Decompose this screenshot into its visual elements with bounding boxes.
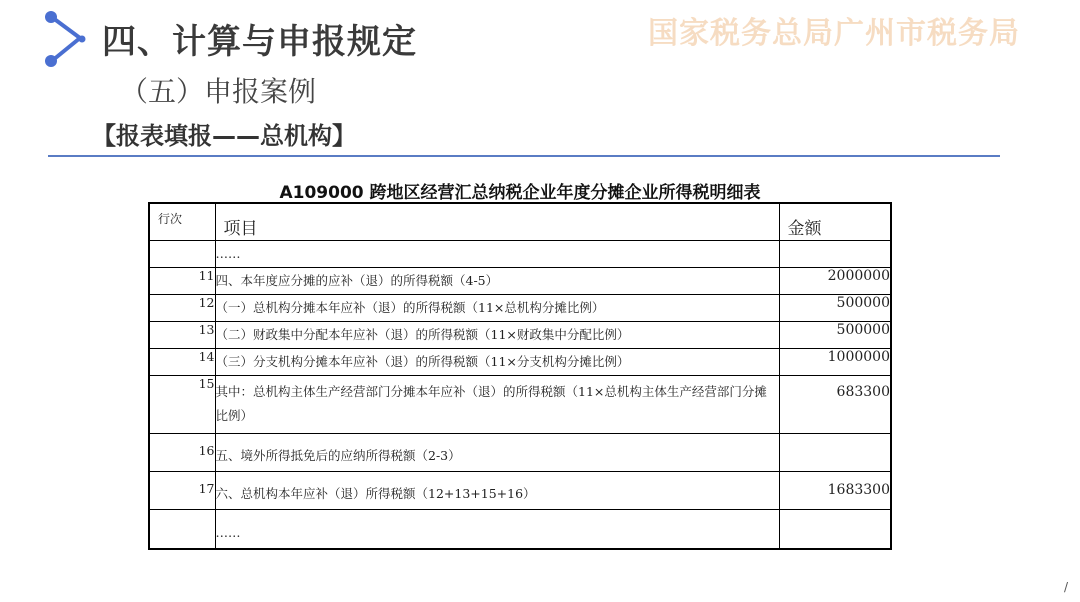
amount-cell: 2000000 <box>779 267 891 294</box>
tax-allocation-table <box>148 202 892 550</box>
line-no-cell: 14 <box>149 348 215 375</box>
item-cell: 六、总机构本年应补（退）所得税额（12+13+15+16） <box>215 471 779 509</box>
header-amount: 金额 <box>779 203 891 240</box>
line-no-cell: 12 <box>149 294 215 321</box>
table-row <box>149 321 891 348</box>
table-row <box>149 375 891 433</box>
amount-cell <box>779 433 891 471</box>
amount-cell: 683300 <box>779 375 891 433</box>
item-cell: 五、境外所得抵免后的应纳所得税额（2-3） <box>215 433 779 471</box>
table-header-row <box>149 203 891 240</box>
item-cell: （一）总机构分摊本年应补（退）的所得税额（11×总机构分摊比例） <box>215 294 779 321</box>
amount-cell: 500000 <box>779 294 891 321</box>
amount-cell <box>779 509 891 549</box>
connector-nodes-icon <box>40 10 96 68</box>
table-row <box>149 471 891 509</box>
line-no-cell: 13 <box>149 321 215 348</box>
case-subtitle: （五）申报案例 <box>120 75 317 108</box>
table-row <box>149 240 891 267</box>
item-cell: …… <box>215 509 779 549</box>
header-line-no: 行次 <box>149 203 215 240</box>
line-no-cell <box>149 509 215 549</box>
amount-cell: 1683300 <box>779 471 891 509</box>
amount-cell <box>779 240 891 267</box>
table-row <box>149 433 891 471</box>
line-no-cell <box>149 240 215 267</box>
header-divider <box>48 155 1000 157</box>
item-cell: （三）分支机构分摊本年应补（退）的所得税额（11×分支机构分摊比例） <box>215 348 779 375</box>
line-no-cell: 17 <box>149 471 215 509</box>
header-item: 项目 <box>215 203 779 240</box>
line-no-cell: 15 <box>149 375 215 433</box>
section-title: 四、计算与申报规定 <box>102 22 417 62</box>
amount-cell: 500000 <box>779 321 891 348</box>
item-cell: …… <box>215 240 779 267</box>
form-title: A109000 跨地区经营汇总纳税企业年度分摊企业所得税明细表 <box>279 183 761 203</box>
table-row <box>149 294 891 321</box>
line-no-cell: 16 <box>149 433 215 471</box>
table-row <box>149 509 891 549</box>
tax-bureau-watermark: 国家税务总局广州市税务局 <box>648 16 1020 51</box>
page-corner-mark: / <box>1064 580 1069 594</box>
item-cell: 四、本年度应分摊的应补（退）的所得税额（4-5） <box>215 267 779 294</box>
table-row <box>149 267 891 294</box>
item-cell: （二）财政集中分配本年应补（退）的所得税额（11×财政集中分配比例） <box>215 321 779 348</box>
table-row <box>149 348 891 375</box>
line-no-cell: 11 <box>149 267 215 294</box>
amount-cell: 1000000 <box>779 348 891 375</box>
form-section-heading: 【报表填报——总机构】 <box>92 122 356 150</box>
item-cell: 其中：总机构主体生产经营部门分摊本年应补（退）的所得税额（11×总机构主体生产经营部门分摊比例） <box>215 375 779 433</box>
